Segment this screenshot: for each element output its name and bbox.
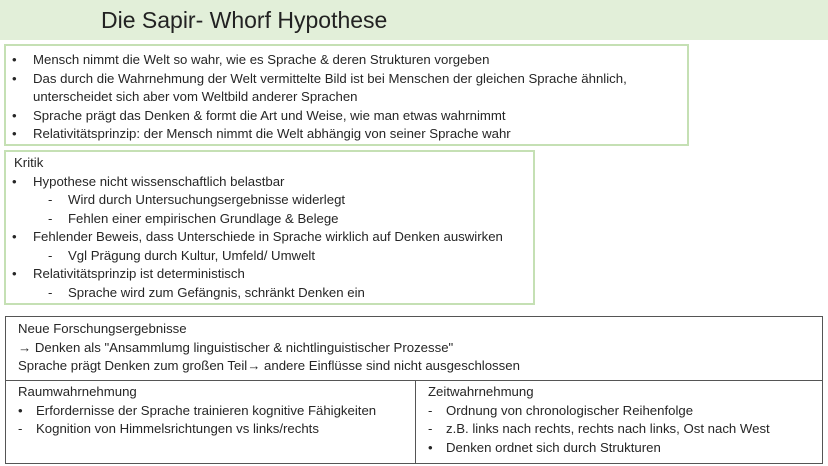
critique-subitem: [6, 191, 533, 210]
time-perception-cell: [416, 381, 822, 464]
column-item-text: z.B. links nach rechts, rechts nach links, Ost nach West: [446, 421, 770, 436]
dash-marker: -: [428, 421, 433, 436]
column-item-text: Ordnung von chronologischer Reihenfolge: [446, 402, 694, 418]
critique-item-text: Relativitätsprinzip ist deterministisch: [33, 266, 245, 281]
column-item-text: Erfordernisse der Sprache trainieren kognitive Fähigkeiten: [36, 402, 377, 418]
critique-item: [6, 265, 533, 284]
research-line-text: Denken als "Ansammlumg linguistischer & nichtlinguistischer Prozesse": [34, 339, 454, 355]
bullet-marker: •: [12, 52, 17, 67]
bullet-marker: •: [12, 229, 17, 244]
column-item: [6, 402, 415, 421]
column-item: [416, 439, 822, 458]
critique-subitem: [6, 210, 533, 229]
intro-item: [6, 125, 687, 144]
critique-item-text: Fehlender Beweis, dass Unterschiede in Sprache wirklich auf Denken auswirken: [33, 229, 503, 244]
research-summary: [6, 317, 822, 376]
bullet-marker: •: [18, 402, 23, 418]
critique-subitem-text: Fehlen einer empirischen Grundlage & Belege: [68, 210, 339, 226]
dash-marker: -: [18, 421, 23, 436]
dash-marker: -: [48, 284, 53, 300]
intro-item: [6, 51, 687, 70]
dash-marker: -: [48, 247, 53, 263]
intro-item-text: Das durch die Wahrnehmung der Welt vermittelte Bild ist bei Menschen der gleichen Sprache ähnlich, unterscheidet sich aber vom Weltbild anderer Sprachen: [33, 70, 627, 104]
column-item: [416, 420, 822, 439]
intro-box: [4, 44, 689, 146]
bullet-marker: •: [12, 126, 17, 141]
critique-box: [4, 150, 535, 305]
intro-item-text: Sprache prägt das Denken & formt die Art und Weise, wie man etwas wahrnimmt: [33, 107, 506, 123]
research-table: [5, 316, 823, 464]
critique-subitem-text: Sprache wird zum Gefängnis, schränkt Denken ein: [68, 284, 365, 300]
research-line: [6, 339, 822, 358]
research-line-text: andere Einflüsse sind nicht ausgeschlossen: [260, 358, 520, 373]
arrow-icon: →: [247, 358, 261, 373]
critique-item: [6, 173, 533, 192]
bullet-marker: •: [12, 266, 17, 281]
column-item: [6, 420, 415, 439]
bullet-marker: •: [12, 70, 17, 86]
column-item-text: Kognition von Himmelsrichtungen vs links/rechts: [36, 421, 319, 436]
critique-subitem-text: Wird durch Untersuchungsergebnisse widerlegt: [68, 192, 346, 207]
critique-item-text: Hypothese nicht wissenschaftlich belastbar: [33, 173, 285, 189]
dash-marker: -: [48, 210, 53, 226]
intro-item: [6, 70, 687, 107]
intro-item-text: Relativitätsprinzip: der Mensch nimmt die Welt abhängig von seiner Sprache wahr: [33, 126, 511, 141]
spatial-perception-cell: [6, 381, 416, 464]
intro-item: [6, 107, 687, 126]
research-heading: Neue Forschungsergebnisse: [18, 321, 187, 336]
intro-list: [6, 46, 687, 144]
title-bar: [0, 0, 828, 40]
bullet-marker: •: [12, 173, 17, 189]
bullet-marker: •: [428, 439, 433, 455]
critique-heading: Kritik: [14, 155, 44, 170]
critique-list: [6, 152, 533, 302]
column-item-text: Denken ordnet sich durch Strukturen: [446, 439, 661, 455]
critique-subitem-text: Vgl Prägung durch Kultur, Umfeld/ Umwelt: [68, 247, 316, 263]
intro-item-text: Mensch nimmt die Welt so wahr, wie es Sprache & deren Strukturen vorgeben: [33, 52, 490, 67]
column-heading: Raumwahrnehmung: [18, 384, 137, 399]
slide-title: Die Sapir- Whorf Hypothese: [101, 7, 388, 33]
research-line: [6, 357, 822, 376]
column-heading: Zeitwahrnehmung: [428, 384, 534, 399]
critique-subitem: [6, 247, 533, 266]
research-columns: [6, 380, 822, 464]
critique-item: [6, 228, 533, 247]
bullet-marker: •: [12, 107, 17, 123]
column-item: [416, 402, 822, 421]
dash-marker: -: [428, 402, 433, 418]
research-line-text: Sprache prägt Denken zum großen Teil: [18, 358, 248, 373]
dash-marker: -: [48, 192, 53, 207]
arrow-icon: →: [18, 339, 32, 355]
critique-subitem: [6, 284, 533, 303]
